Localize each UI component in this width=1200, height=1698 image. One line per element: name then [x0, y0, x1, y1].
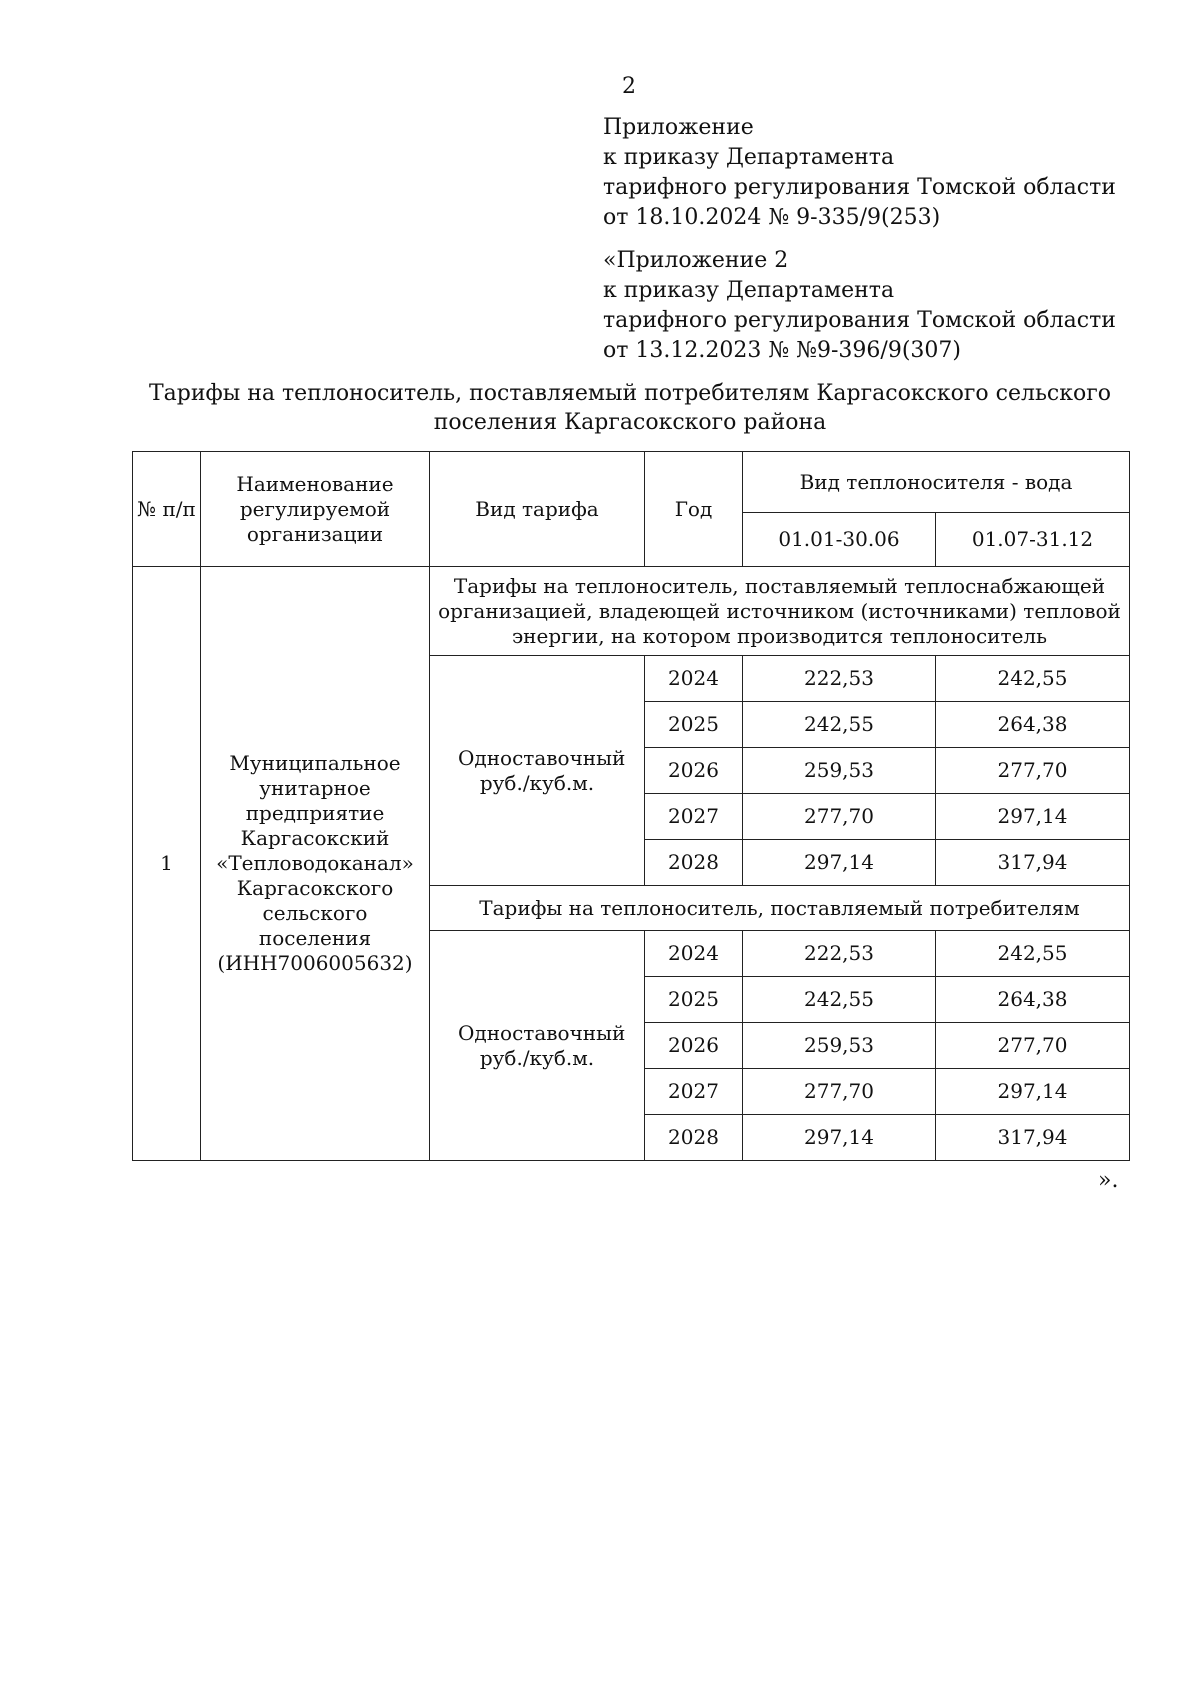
- tariff-type-cell: Одноставочный руб./куб.м.: [430, 656, 645, 886]
- value-cell: 297,14: [936, 1069, 1130, 1115]
- value-cell: 242,55: [936, 656, 1130, 702]
- year-cell: 2027: [645, 1069, 743, 1115]
- header-number: № п/п: [133, 452, 201, 567]
- year-cell: 2028: [645, 840, 743, 886]
- prior-appendix-header: [603, 246, 1163, 366]
- value-cell: 259,53: [743, 748, 936, 794]
- page-number: 2: [622, 74, 637, 99]
- header-organization: Наименование регулируемой организации: [201, 452, 430, 567]
- prior-appendix-line: «Приложение 2: [603, 248, 789, 273]
- header-row: [133, 452, 1130, 513]
- header-tariff-type: Вид тарифа: [430, 452, 645, 567]
- value-cell: 277,70: [936, 748, 1130, 794]
- value-cell: 242,55: [743, 702, 936, 748]
- year-cell: 2024: [645, 656, 743, 702]
- value-cell: 317,94: [936, 1115, 1130, 1161]
- value-cell: 277,70: [743, 794, 936, 840]
- year-cell: 2027: [645, 794, 743, 840]
- year-cell: 2028: [645, 1115, 743, 1161]
- header-year: Год: [645, 452, 743, 567]
- document-title-line: Тарифы на теплоноситель, поставляемый потребителям Каргасокского сельского: [148, 381, 1112, 406]
- prior-appendix-line: от 13.12.2023 № №9-396/9(307): [603, 338, 961, 363]
- year-cell: 2024: [645, 931, 743, 977]
- value-cell: 242,55: [936, 931, 1130, 977]
- appendix-line: от 18.10.2024 № 9-335/9(253): [603, 205, 941, 230]
- year-cell: 2025: [645, 977, 743, 1023]
- tariff-table: [132, 451, 1130, 1161]
- year-cell: 2026: [645, 748, 743, 794]
- document-title: [130, 379, 1130, 437]
- year-cell: 2026: [645, 1023, 743, 1069]
- appendix-header: [603, 113, 1163, 233]
- closing-quote-mark: ».: [1098, 1168, 1119, 1193]
- value-cell: 264,38: [936, 702, 1130, 748]
- prior-appendix-line: к приказу Департамента: [603, 278, 895, 303]
- document-title-line: поселения Каргасокского района: [433, 410, 827, 435]
- header-period-1: 01.01-30.06: [743, 513, 936, 567]
- row-number: 1: [133, 567, 201, 1161]
- value-cell: 297,14: [743, 840, 936, 886]
- value-cell: 297,14: [743, 1115, 936, 1161]
- header-carrier: Вид теплоносителя - вода: [743, 452, 1130, 513]
- section-header-row: [133, 567, 1130, 656]
- section-title: Тарифы на теплоноситель, поставляемый потребителям: [430, 886, 1130, 931]
- value-cell: 222,53: [743, 931, 936, 977]
- value-cell: 264,38: [936, 977, 1130, 1023]
- appendix-line: тарифного регулирования Томской области: [603, 175, 1116, 200]
- value-cell: 317,94: [936, 840, 1130, 886]
- organization-name: Муниципальное унитарное предприятие Каргасокский «Тепловодоканал» Каргасокского сельского поселения (ИНН7006005632): [201, 567, 430, 1161]
- value-cell: 259,53: [743, 1023, 936, 1069]
- year-cell: 2025: [645, 702, 743, 748]
- value-cell: 277,70: [743, 1069, 936, 1115]
- header-period-2: 01.07-31.12: [936, 513, 1130, 567]
- appendix-line: Приложение: [603, 115, 754, 140]
- value-cell: 222,53: [743, 656, 936, 702]
- prior-appendix-line: тарифного регулирования Томской области: [603, 308, 1116, 333]
- value-cell: 277,70: [936, 1023, 1130, 1069]
- appendix-line: к приказу Департамента: [603, 145, 895, 170]
- section-title: Тарифы на теплоноситель, поставляемый теплоснабжающей организацией, владеющей источником (источниками) тепловой энергии, на котором производится теплоноситель: [430, 567, 1130, 656]
- value-cell: 297,14: [936, 794, 1130, 840]
- value-cell: 242,55: [743, 977, 936, 1023]
- tariff-type-cell: Одноставочный руб./куб.м.: [430, 931, 645, 1161]
